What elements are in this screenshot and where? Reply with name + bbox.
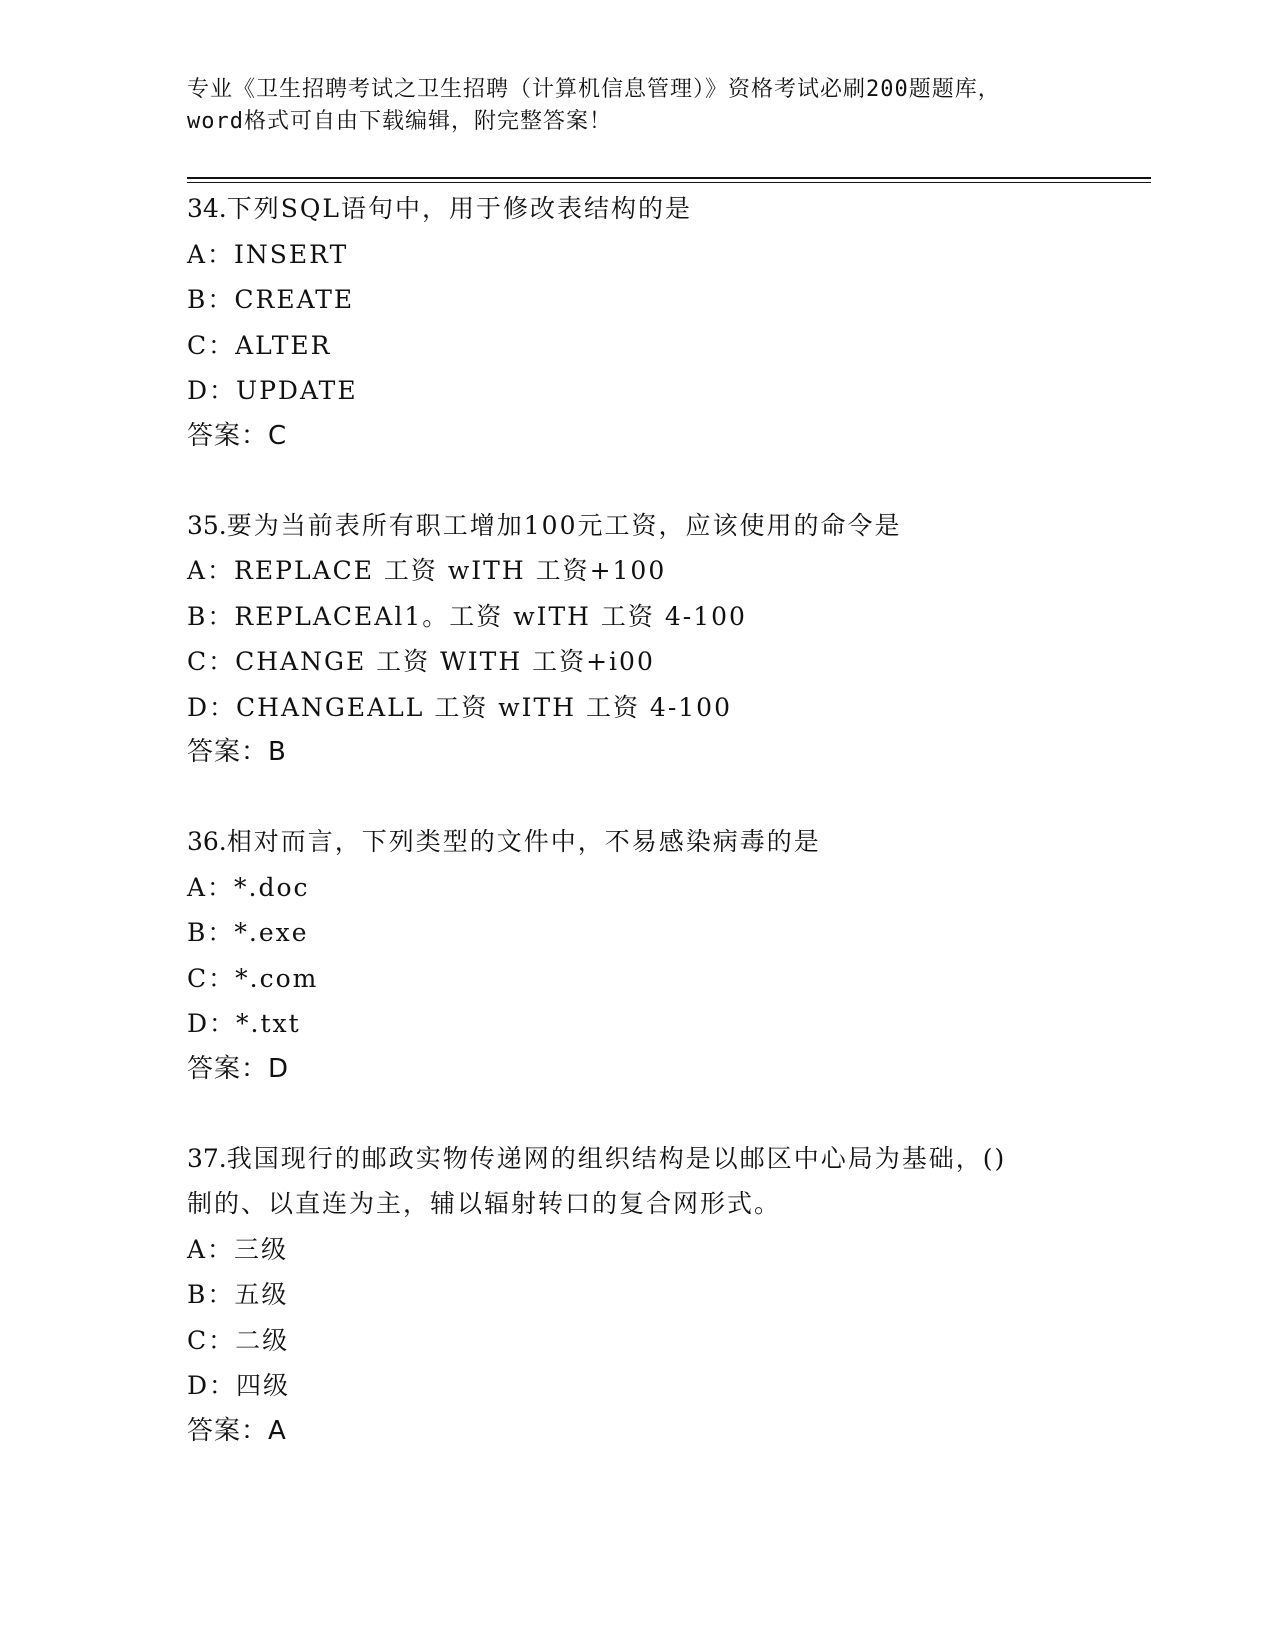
question-35 [187, 503, 1087, 776]
option-b: B：*.exe [187, 918, 309, 947]
option-d: D：CHANGEALL 工资 wITH 工资 4-100 [187, 692, 732, 722]
option-d: D：*.txt [187, 1009, 301, 1038]
question-34 [187, 186, 1087, 459]
option-c: C：*.com [187, 963, 319, 993]
option-d: D：四级 [187, 1371, 291, 1400]
answer-line: 答案：C [187, 420, 288, 451]
option-a: A：*.doc [187, 872, 310, 902]
option-d: D：UPDATE [187, 376, 358, 405]
question-stem: 要为当前表所有职工增加100元工资，应该使用的命令是 [226, 510, 902, 540]
question-number: 36. [187, 827, 227, 856]
option-a: A：REPLACE 工资 wITH 工资+100 [187, 556, 667, 585]
question-text [187, 503, 1087, 549]
question-text [187, 186, 1087, 232]
question-stem: 相对而言，下列类型的文件中，不易感染病毒的是 [226, 827, 821, 856]
question-36 [187, 819, 1087, 1092]
option-b: B：REPLACEAl1。工资 wITH 工资 4-100 [187, 601, 747, 631]
header-divider [187, 177, 1151, 183]
question-list [187, 186, 1087, 1498]
header-title-line-1: 专业《卫生招聘考试之卫生招聘（计算机信息管理）》资格考试必刷200题题库， [187, 77, 1001, 102]
question-number: 35. [187, 510, 227, 540]
question-text [187, 1136, 1087, 1182]
question-stem: 我国现行的邮政实物传递网的组织结构是以邮区中心局为基础，() [226, 1143, 1007, 1173]
answer-line: 答案：A [187, 1415, 287, 1446]
question-stem: 下列SQL语句中，用于修改表结构的是 [226, 194, 692, 223]
answer-line: 答案：B [187, 737, 287, 767]
option-c: C：CHANGE 工资 WITH 工资+i00 [187, 647, 655, 676]
option-a: A：INSERT [187, 239, 349, 269]
question-text-continued: 制的、以直连为主，辅以辐射转口的复合网形式。 [187, 1189, 782, 1218]
header-title-line-2: word格式可自由下载编辑，附完整答案！ [187, 109, 612, 134]
question-number: 37. [187, 1143, 227, 1173]
option-c: C：ALTER [187, 330, 332, 360]
option-b: B：CREATE [187, 285, 355, 314]
option-c: C：二级 [187, 1325, 290, 1355]
document-header [187, 74, 1087, 138]
question-text [187, 819, 1087, 865]
option-b: B：五级 [187, 1280, 289, 1309]
option-a: A：三级 [187, 1234, 289, 1264]
question-number: 34. [187, 194, 227, 223]
question-37 [187, 1136, 1087, 1454]
answer-line: 答案：D [187, 1053, 290, 1084]
